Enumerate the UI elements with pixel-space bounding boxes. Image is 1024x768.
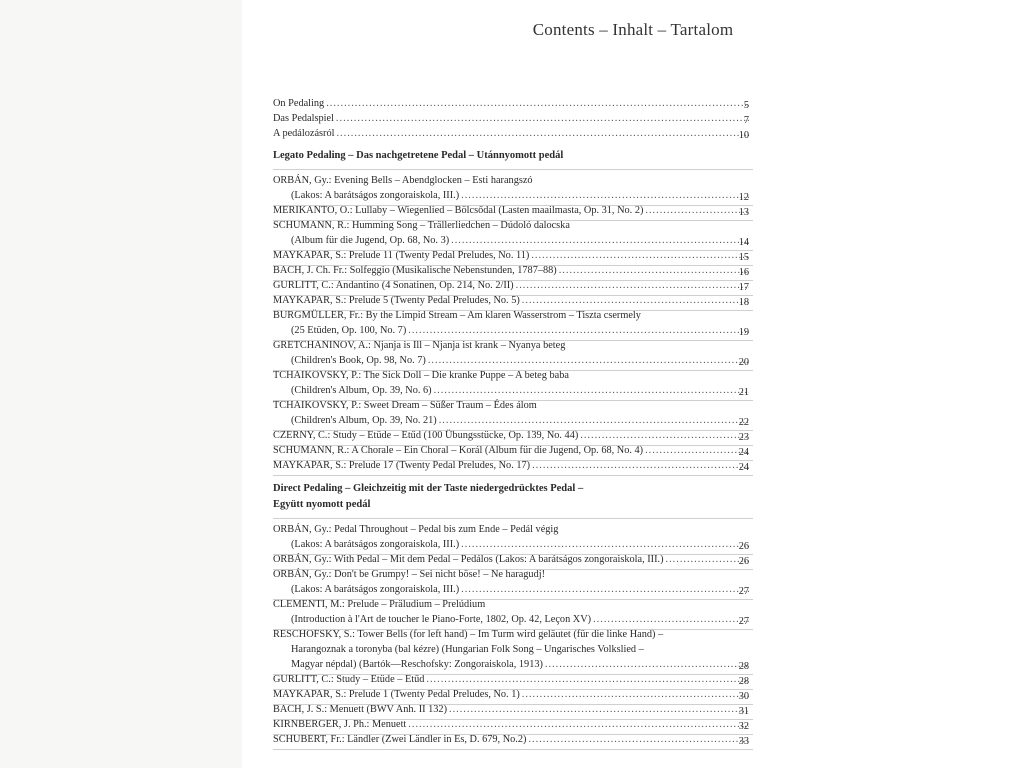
toc-entry-text: RESCHOFSKY, S.: Tower Bells (for left hand) – Im Turm wird geläutet (für die linke Hand) –: [273, 629, 664, 640]
page-number: 33: [738, 736, 749, 747]
toc-entry-text: MAYKAPAR, S.: Prelude 17 (Twenty Pedal Preludes, No. 17): [273, 460, 531, 471]
dot-leader: [522, 687, 749, 702]
toc-entry-text: MAYKAPAR, S.: Prelude 5 (Twenty Pedal Preludes, No. 5): [273, 295, 520, 306]
toc-entry: [273, 263, 749, 278]
toc-entry: [273, 398, 749, 413]
page-number: 14: [738, 237, 749, 248]
page-number: 27: [738, 616, 749, 627]
section-heading: Legato Pedaling – Das nachgetretene Pedal – Utánnyomott pedál: [273, 150, 564, 161]
toc-entry: [273, 353, 749, 368]
toc-entry-text: Harangoznak a toronyba (bal kézre) (Hungarian Folk Song – Ungarisches Volkslied –: [291, 644, 644, 655]
page-number: 16: [738, 267, 749, 278]
toc-entry-text: KIRNBERGER, J. Ph.: Menuett: [273, 719, 407, 730]
dot-leader: [408, 323, 749, 338]
dot-leader: [528, 732, 749, 747]
toc-entry: [273, 413, 749, 428]
toc-entry-text: (25 Etüden, Op. 100, No. 7): [291, 325, 407, 336]
page-number: 21: [738, 387, 749, 398]
toc-entry: [273, 597, 749, 612]
toc-entry-text: (Introduction à l'Art de toucher le Piano-Forte, 1802, Op. 42, Leçon XV): [291, 614, 592, 625]
toc-entry-text: MAYKAPAR, S.: Prelude 1 (Twenty Pedal Preludes, No. 1): [273, 689, 520, 700]
page-number: 23: [738, 432, 749, 443]
dot-leader: [451, 233, 749, 248]
dot-leader: [408, 717, 749, 732]
dot-leader: [428, 353, 749, 368]
section-heading: Együtt nyomott pedál: [273, 499, 371, 510]
dot-leader: [461, 188, 749, 203]
toc-entry-intro-text: On Pedaling: [273, 98, 325, 109]
page-number: 10: [738, 130, 749, 141]
toc-entry-intro: [273, 111, 749, 126]
page-number: 12: [738, 192, 749, 203]
toc-entry-text: ORBÁN, Gy.: Evening Bells – Abendglocken – Esti harangszó: [273, 175, 533, 186]
dot-leader: [461, 582, 749, 597]
toc-entry-text: ORBÁN, Gy.: With Pedal – Mit dem Pedal – Pedálos (Lakos: A barátságos zongoraiskola, III.): [273, 554, 664, 565]
dot-leader: [645, 203, 749, 218]
toc-entry-text: (Lakos: A barátságos zongoraiskola, III.): [291, 584, 460, 595]
page-number: 7: [743, 115, 749, 126]
toc-entry-text: GRETCHANINOV, A.: Njanja is Ill – Njanja ist krank – Nyanya beteg: [273, 340, 566, 351]
toc-entry-text: CLEMENTI, M.: Prelude – Präludium – Prelúdium: [273, 599, 486, 610]
toc-entry: [273, 642, 749, 657]
dot-leader: [645, 443, 749, 458]
toc-entry-text: (Children's Album, Op. 39, No. 6): [291, 385, 432, 396]
toc-entry-text: SCHUBERT, Fr.: Ländler (Zwei Ländler in Es, D. 679, No.2): [273, 734, 527, 745]
toc-entry-text: (Lakos: A barátságos zongoraiskola, III.): [291, 539, 460, 550]
dot-leader: [434, 383, 749, 398]
toc-entry-intro-text: A pedálozásról: [273, 128, 335, 139]
book-page: [242, 0, 1024, 768]
toc-entry-text: ORBÁN, Gy.: Pedal Throughout – Pedal bis zum Ende – Pedál végig: [273, 524, 559, 535]
dot-leader: [559, 263, 749, 278]
toc-entry-intro-text: Das Pedalspiel: [273, 113, 334, 124]
toc-entry-text: BURGMÜLLER, Fr.: By the Limpid Stream – Am klaren Wasserstrom – Tiszta csermely: [273, 310, 641, 321]
toc-entry-text: (Children's Book, Op. 98, No. 7): [291, 355, 426, 366]
toc-entry-text: BACH, J. Ch. Fr.: Solfeggio (Musikalische Nebenstunden, 1787–88): [273, 265, 557, 276]
toc-entry: [273, 552, 749, 567]
toc-entry-text: CZERNY, C.: Study – Etüde – Etűd (100 Übungsstücke, Op. 139, No. 44): [273, 430, 579, 441]
toc-entry: [273, 383, 749, 398]
page-number: 30: [738, 691, 749, 702]
toc-entry: [273, 732, 749, 747]
dot-leader: [522, 293, 749, 308]
divider: [273, 169, 753, 170]
toc-entry: [273, 567, 749, 582]
section-heading: Direct Pedaling – Gleichzeitig mit der Taste niedergedrücktes Pedal –: [273, 483, 584, 494]
dot-leader: [531, 248, 749, 263]
toc-entry-text: BACH, J. S.: Menuett (BWV Anh. II 132): [273, 704, 447, 715]
page-number: 26: [738, 541, 749, 552]
toc-entry: [273, 672, 749, 687]
toc-entry-text: (Lakos: A barátságos zongoraiskola, III.): [291, 190, 460, 201]
toc-entry: [273, 188, 749, 203]
toc-entry-text: TCHAIKOVSKY, P.: Sweet Dream – Süßer Traum – Édes álom: [273, 400, 537, 411]
page-number: 13: [738, 207, 749, 218]
toc-entry: [273, 233, 749, 248]
toc-entry: [273, 218, 749, 233]
page-number: 32: [738, 721, 749, 732]
page-number: 15: [738, 252, 749, 263]
toc-entry-text: SCHUMANN, R.: A Chorale – Ein Choral – Korál (Album für die Jugend, Op. 68, No. 4): [273, 445, 644, 456]
dot-leader: [449, 702, 749, 717]
page-number: 5: [743, 100, 749, 111]
page-number: 18: [738, 297, 749, 308]
toc-entry: [273, 443, 749, 458]
toc-entry: [273, 338, 749, 353]
divider: [273, 749, 753, 750]
toc-entry-text: Magyar népdal) (Bartók—Reschofsky: Zongoraiskola, 1913): [291, 659, 543, 670]
dot-leader: [593, 612, 749, 627]
toc-entry: [273, 368, 749, 383]
page-number: 24: [738, 447, 749, 458]
toc-entry: [273, 458, 749, 473]
dot-leader: [516, 278, 749, 293]
toc-entry-text: GURLITT, C.: Study – Etüde – Etűd: [273, 674, 425, 685]
dot-leader: [336, 126, 749, 141]
page-number: 28: [738, 661, 749, 672]
dot-leader: [580, 428, 749, 443]
toc-entry: [273, 702, 749, 717]
toc-entry-intro: [273, 126, 749, 141]
dot-leader: [326, 96, 749, 111]
toc-entry-text: TCHAIKOVSKY, P.: The Sick Doll – Die kranke Puppe – A beteg baba: [273, 370, 569, 381]
toc-entry: [273, 248, 749, 263]
toc-entry: [273, 582, 749, 597]
dot-leader: [461, 537, 749, 552]
divider: [273, 475, 753, 476]
toc-entry: [273, 522, 749, 537]
dot-leader: [439, 413, 749, 428]
page-number: 28: [738, 676, 749, 687]
dot-leader: [336, 111, 749, 126]
page-number: 17: [738, 282, 749, 293]
toc-entry: [273, 323, 749, 338]
toc-entry: [273, 612, 749, 627]
page-number: 26: [738, 556, 749, 567]
toc-entry: [273, 293, 749, 308]
toc-entry: [273, 687, 749, 702]
dot-leader: [426, 672, 749, 687]
toc-entry: [273, 657, 749, 672]
dot-leader: [545, 657, 749, 672]
toc-entry-text: MAYKAPAR, S.: Prelude 11 (Twenty Pedal Preludes, No. 11): [273, 250, 530, 261]
toc-entry-text: SCHUMANN, R.: Humming Song – Trällerliedchen – Dúdoló dalocska: [273, 220, 570, 231]
dot-leader: [532, 458, 749, 473]
toc-entry-text: ORBÁN, Gy.: Don't be Grumpy! – Sei nicht böse! – Ne haragudj!: [273, 569, 546, 580]
page-number: 19: [738, 327, 749, 338]
toc-entry-text: MERIKANTO, O.: Lullaby – Wiegenlied – Bölcsődal (Lasten maailmasta, Op. 31, No. 2): [273, 205, 644, 216]
toc-entry-text: GURLITT, C.: Andantino (4 Sonatinen, Op. 214, No. 2/II): [273, 280, 514, 291]
toc-entry: [273, 537, 749, 552]
divider: [273, 518, 753, 519]
toc-entry: [273, 717, 749, 732]
toc-entry: [273, 308, 749, 323]
page-number: 20: [738, 357, 749, 368]
toc-entry-intro: [273, 96, 749, 111]
toc-entry: [273, 173, 749, 188]
page-number: 24: [738, 462, 749, 473]
toc-entry-text: (Children's Album, Op. 39, No. 21): [291, 415, 437, 426]
page-number: 27: [738, 586, 749, 597]
page-number: 22: [738, 417, 749, 428]
page-title: Contents – Inhalt – Tartalom: [532, 20, 734, 39]
page-number: 31: [738, 706, 749, 717]
toc-entry: [273, 278, 749, 293]
toc-entry: [273, 627, 749, 642]
toc-entry: [273, 203, 749, 218]
toc-entry: [273, 428, 749, 443]
toc-entry-text: (Album für die Jugend, Op. 68, No. 3): [291, 235, 450, 246]
